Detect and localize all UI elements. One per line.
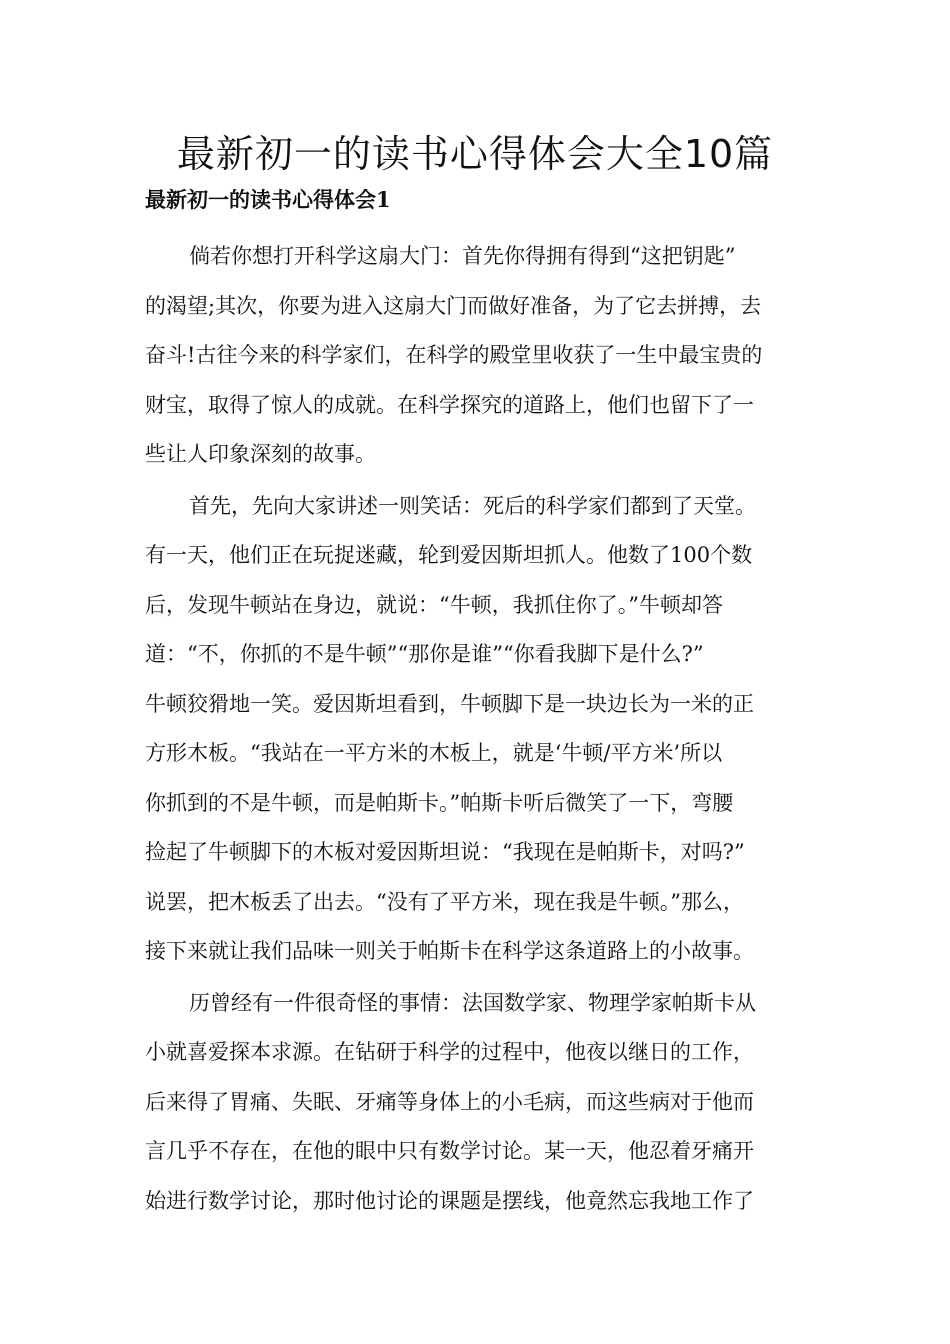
text-line: 方形木板。“我站在一平方米的木板上，就是‘牛顿/平方米’所以 — [145, 741, 723, 765]
article-body — [145, 232, 810, 1228]
text-line: 首先，先向大家讲述一则笑话：死后的科学家们都到了天堂。 — [189, 493, 756, 518]
paragraph-1 — [145, 232, 810, 480]
section-heading: 最新初一的读书心得体会1 — [145, 187, 391, 212]
text-line: 始进行数学讨论，那时他讨论的课题是摆线，他竟然忘我地工作了 — [145, 1188, 754, 1213]
text-line: 小就喜爱探本求源。在钻研于科学的过程中，他夜以继日的工作， — [145, 1040, 754, 1064]
text-line: 财宝，取得了惊人的成就。在科学探究的道路上，他们也留下了一 — [145, 392, 754, 417]
text-line: 有一天，他们正在玩捉迷藏，轮到爱因斯坦抓人。他数了100个数 — [145, 543, 753, 567]
text-line: 后来得了胃痛、失眠、牙痛等身体上的小毛病，而这些病对于他而 — [145, 1089, 754, 1114]
document-title: 最新初一的读书心得体会大全10篇 — [176, 132, 774, 176]
text-line: 牛顿狡猾地一笑。爱因斯坦看到，牛顿脚下是一块边长为一米的正 — [145, 691, 754, 716]
text-line: 说罢，把木板丢了出去。“没有了平方米，现在我是牛顿。”那么， — [145, 889, 744, 914]
text-line: 奋斗!古往今来的科学家们，在科学的殿堂里收获了一生中最宝贵的 — [145, 343, 763, 367]
paragraph-2 — [145, 482, 810, 977]
text-line: 些让人印象深刻的故事。 — [145, 442, 376, 466]
text-line: 言几乎不存在，在他的眼中只有数学讨论。某一天，他忍着牙痛开 — [145, 1139, 754, 1163]
paragraph-3 — [145, 979, 810, 1227]
text-line: 捡起了牛顿脚下的木板对爱因斯坦说：“我现在是帕斯卡，对吗?” — [145, 840, 745, 864]
text-line: 的渴望;其次，你要为进入这扇大门而做好准备，为了它去拼搏，去 — [145, 293, 762, 318]
text-line: 道：“不，你抓的不是牛顿”“那你是谁”“你看我脚下是什么?” — [145, 642, 704, 666]
text-line: 后，发现牛顿站在身边，就说：“牛顿，我抓住你了。”牛顿却答 — [145, 592, 723, 617]
text-line: 倘若你想打开科学这扇大门：首先你得拥有得到“这把钥匙” — [189, 244, 736, 268]
text-line: 你抓到的不是牛顿，而是帕斯卡。”帕斯卡听后微笑了一下，弯腰 — [145, 790, 734, 815]
text-line: 接下来就让我们品味一则关于帕斯卡在科学这条道路上的小故事。 — [145, 939, 754, 963]
text-line: 历曾经有一件很奇怪的事情：法国数学家、物理学家帕斯卡从 — [189, 990, 756, 1015]
